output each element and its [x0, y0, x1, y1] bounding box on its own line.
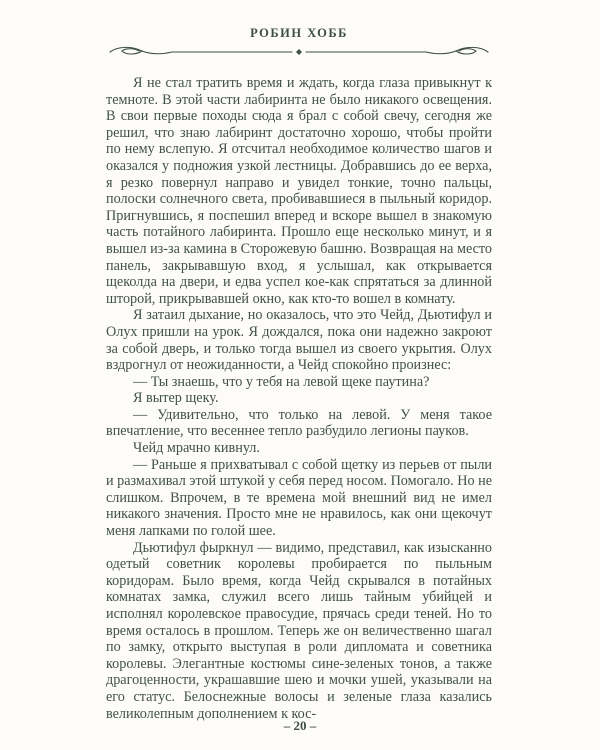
page-text: [106, 75, 492, 722]
paragraph-dialogue: Я вытер щеку.: [133, 390, 219, 407]
page-number: – 20 –: [283, 718, 317, 733]
paragraph-dialogue: — Удивительно, что только на левой. У меня такое впечатление, что весеннее тепло разбудило легионы пауков.: [106, 406, 492, 440]
page-content: [106, 26, 492, 750]
paragraph: Я не стал тратить время и ждать, когда глаза привыкнут к темноте. В этой части лабиринта не было никакого освещения. В свои первые походы сюда я брал с собой свечу, сегодня же решил, что знаю лабиринт достаточно хорошо, чтобы пройти по нему вслепую. Я отсчитал необходимое количество шагов и оказался у подножия узкой лестницы. Добравшись до ее верха, я резко повернул направо и увидел тонкие, точно пальцы, полоски солнечного света, пробивавшиеся в пыльный коридор. Пригнувшись, я поспешил вперед и вскоре вышел в знакомую часть потайного лабиринта. Прошло еще несколько минут, и я вышел из-за камина в Сторожевую башню. Возвращая на место панель, закрывавшую вход, я услышал, как открывается щеколда на двери, и едва успел кое-как спрятаться за длинной шторой, прикрывавшей окно, как кто-то вошел в комнату.: [106, 75, 492, 307]
paragraph-dialogue: — Ты знаешь, что у тебя на левой щеке паутина?: [133, 373, 430, 390]
paragraph-dialogue: — Раньше я прихватывал с собой щетку из перьев от пыли и размахивал этой штукой у себя перед носом. Помогало. Но не слишком. Впрочем, в те времена мой внешний вид не имел никакого значения. Просто мне не нравилось, как они щекочут меня лапками по голой шее.: [106, 456, 492, 540]
running-title: РОБИН ХОББ: [250, 26, 348, 40]
paragraph: Я затаил дыхание, но оказалось, что это Чейд, Дьютифул и Олух пришли на урок. Я дождался, пока они надежно закроют за собой дверь, и только тогда вышел из своего укрытия. Олух вздрогнул от неожиданности, а Чейд спокойно произнес:: [106, 307, 492, 374]
paragraph: Чейд мрачно кивнул.: [133, 440, 260, 457]
header-flourish-icon: [106, 45, 492, 59]
paragraph: Дьютифул фыркнул — видимо, представил, как изысканно одетый советник королевы пробирается по пыльным коридорам. Было время, когда Чейд скрывался в потайных комнатах замка, служил всего лишь тайным убийцей и исполнял королевское правосудие, прячась среди теней. Но то время осталось в прошлом. Теперь же он величественно шагал по замку, открыто выступая в роли дипломата и советника королевы. Элегантные костюмы сине-зеленых тонов, а также драгоценности, украшавшие шею и мочки ушей, указывали на его статус. Белоснежные волосы и зеленые глаза казались великолепным дополнением к кос-: [106, 539, 492, 722]
